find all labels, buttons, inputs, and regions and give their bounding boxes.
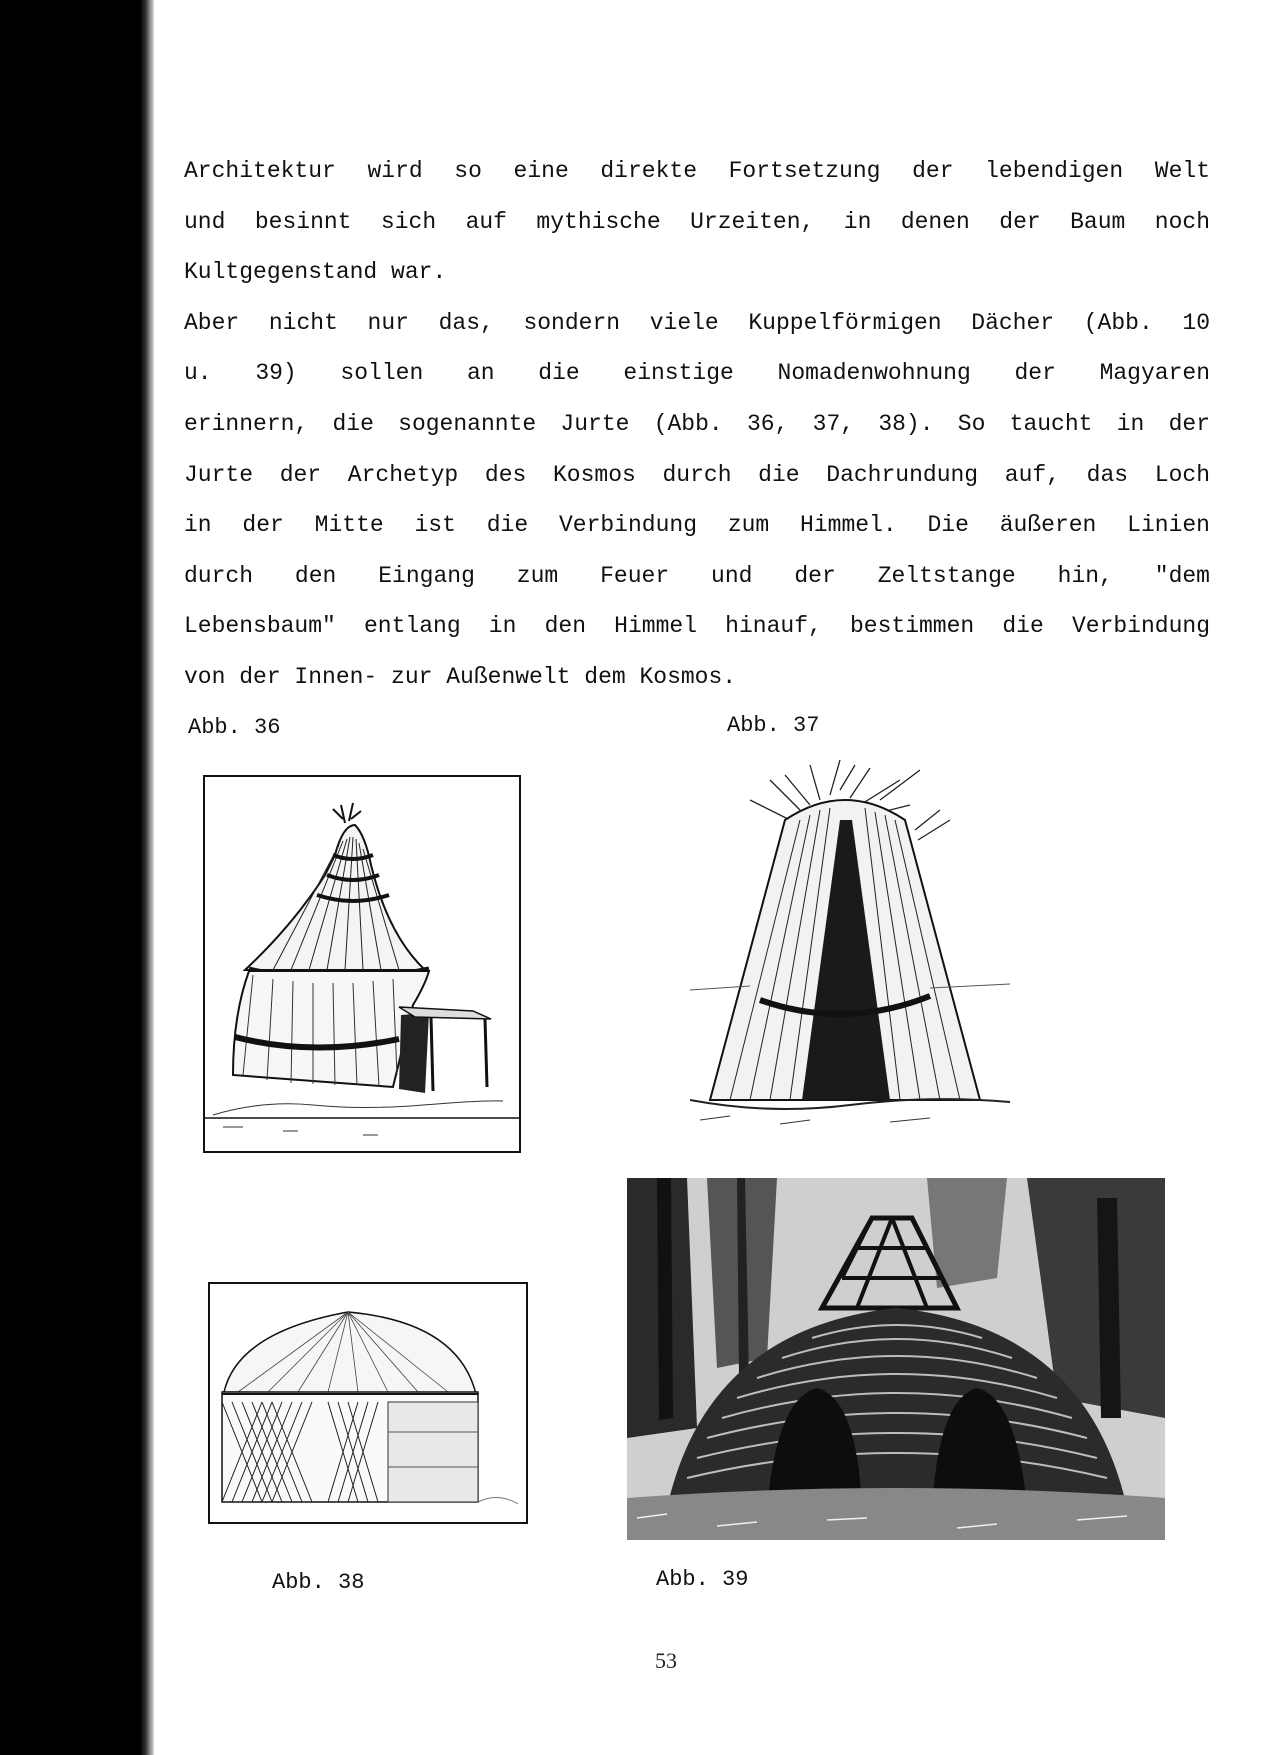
text-line: erinnern, die sogenannte Jurte (Abb. 36, 37, 38). So taucht in der (184, 410, 1210, 437)
text-line: Kultgegenstand war. (184, 259, 447, 286)
text-line: Jurte der Archetyp des Kosmos durch die Dachrundung auf, das Loch (184, 461, 1210, 488)
text-line: durch den Eingang zum Feuer und der Zeltstange hin, "dem (184, 562, 1210, 589)
figure-caption-36: Abb. 36 (188, 715, 281, 740)
reed-tent-illustration (690, 760, 1010, 1140)
text-line: Aber nicht nur das, sondern viele Kuppelförmigen Dächer (Abb. 10 (184, 309, 1210, 336)
figure-caption-38: Abb. 38 (272, 1570, 365, 1595)
body-paragraph (184, 146, 1210, 703)
scan-edge (0, 0, 150, 1755)
text-line: in der Mitte ist die Verbindung zum Himmel. Die äußeren Linien (184, 512, 1210, 539)
text-line: Architektur wird so eine direkte Fortsetzung der lebendigen Welt (184, 158, 1210, 184)
text-line: u. 39) sollen an die einstige Nomadenwohnung der Magyaren (184, 360, 1210, 387)
text-line: von der Innen- zur Außenwelt dem Kosmos. (184, 663, 737, 690)
text-line: Lebensbaum" entlang in den Himmel hinauf, bestimmen die Verbindung (184, 613, 1210, 640)
figure-caption-39: Abb. 39 (656, 1567, 749, 1592)
page-number: 53 (655, 1648, 677, 1673)
thatched-hut-illustration (203, 775, 521, 1155)
figure-caption-37: Abb. 37 (727, 713, 820, 738)
yurt-illustration (208, 1282, 528, 1524)
text-line: und besinnt sich auf mythische Urzeiten, in denen der Baum noch (184, 208, 1210, 235)
dome-building-photo (627, 1178, 1165, 1540)
